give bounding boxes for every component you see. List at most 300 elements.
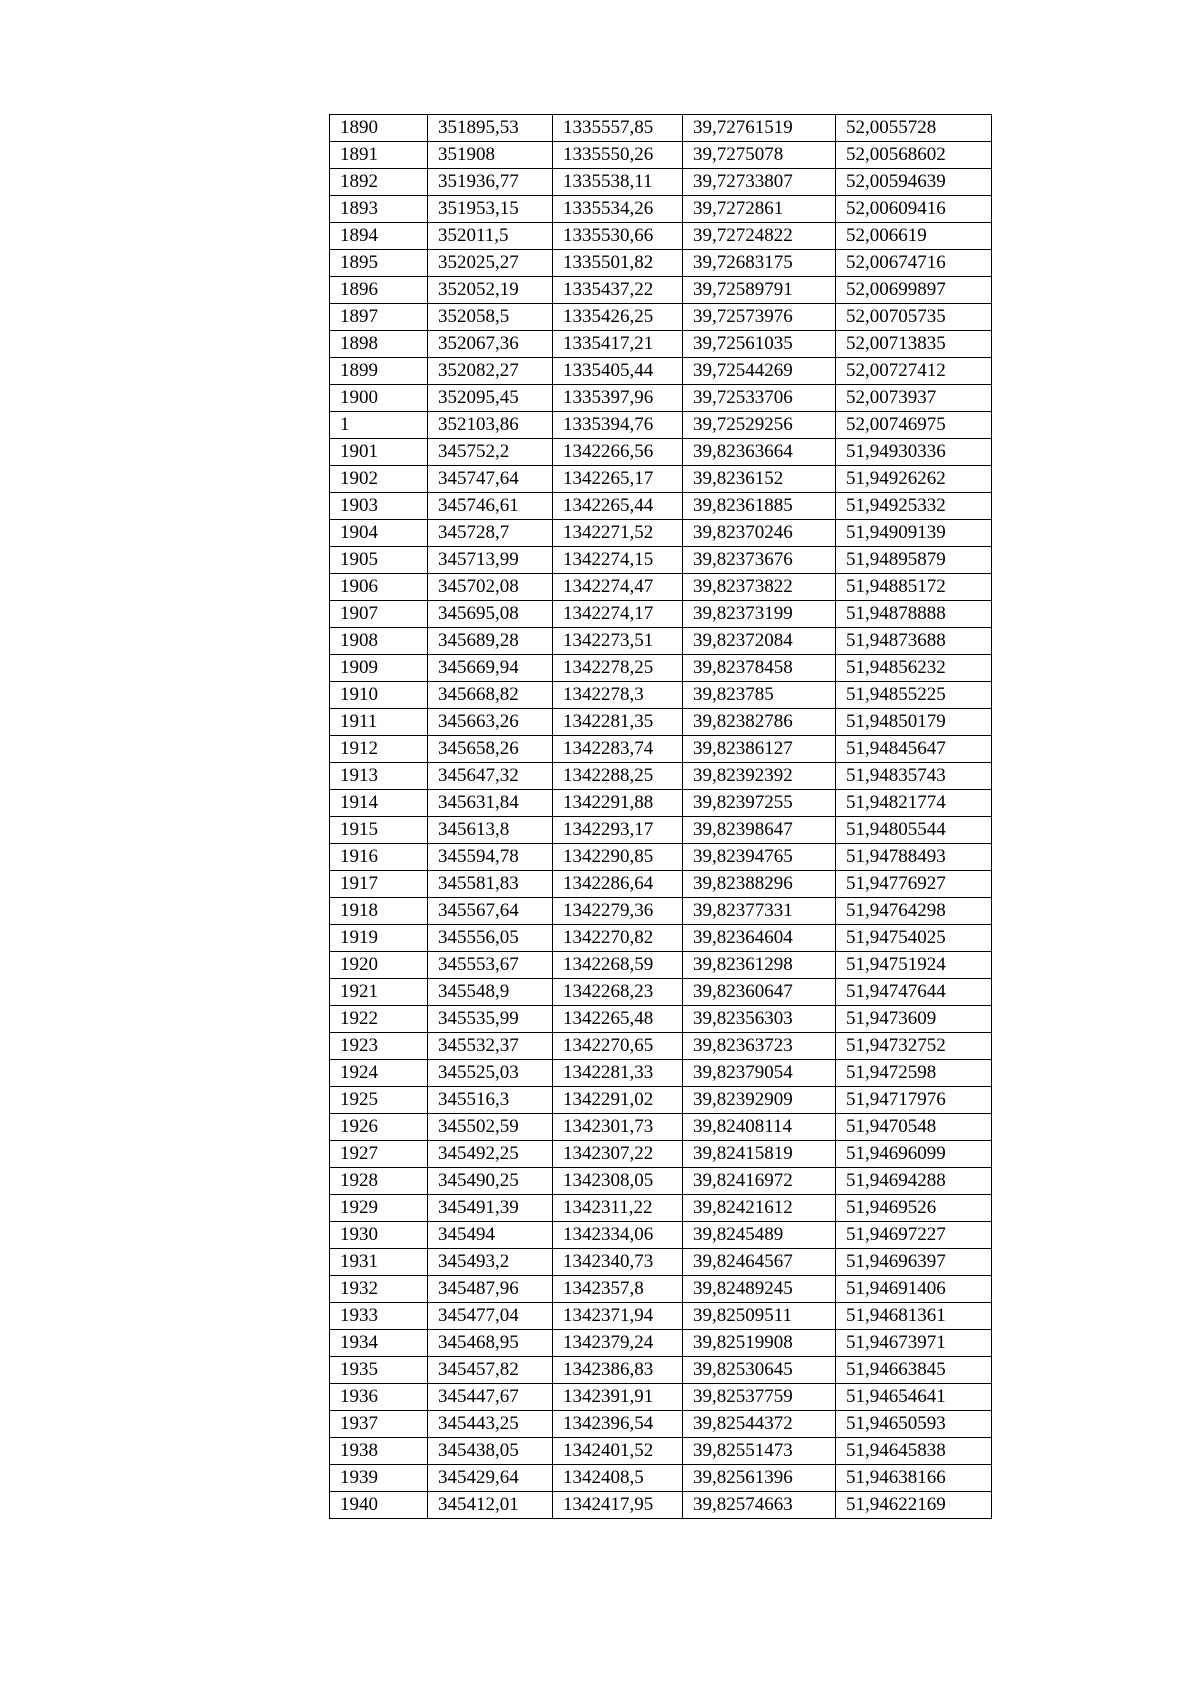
table-row bbox=[330, 1006, 992, 1033]
point-number-cell: 1910 bbox=[330, 682, 428, 709]
x-coordinate-cell: 352095,45 bbox=[428, 385, 553, 412]
point-number-cell: 1894 bbox=[330, 223, 428, 250]
latitude-cell: 52,00746975 bbox=[836, 412, 992, 439]
point-number-cell: 1912 bbox=[330, 736, 428, 763]
point-number-cell: 1929 bbox=[330, 1195, 428, 1222]
x-coordinate-cell: 345493,2 bbox=[428, 1249, 553, 1276]
longitude-cell: 39,72589791 bbox=[683, 277, 836, 304]
longitude-cell: 39,82370246 bbox=[683, 520, 836, 547]
latitude-cell: 51,9472598 bbox=[836, 1060, 992, 1087]
latitude-cell: 51,94909139 bbox=[836, 520, 992, 547]
point-number-cell: 1896 bbox=[330, 277, 428, 304]
table-row bbox=[330, 466, 992, 493]
y-coordinate-cell: 1342270,65 bbox=[553, 1033, 683, 1060]
table-row bbox=[330, 1114, 992, 1141]
y-coordinate-cell: 1342311,22 bbox=[553, 1195, 683, 1222]
latitude-cell: 51,94638166 bbox=[836, 1465, 992, 1492]
table-row bbox=[330, 790, 992, 817]
latitude-cell: 51,94754025 bbox=[836, 925, 992, 952]
x-coordinate-cell: 345548,9 bbox=[428, 979, 553, 1006]
point-number-cell: 1902 bbox=[330, 466, 428, 493]
y-coordinate-cell: 1342281,35 bbox=[553, 709, 683, 736]
x-coordinate-cell: 345553,67 bbox=[428, 952, 553, 979]
point-number-cell: 1935 bbox=[330, 1357, 428, 1384]
longitude-cell: 39,82382786 bbox=[683, 709, 836, 736]
x-coordinate-cell: 351936,77 bbox=[428, 169, 553, 196]
latitude-cell: 52,0055728 bbox=[836, 115, 992, 142]
point-number-cell: 1895 bbox=[330, 250, 428, 277]
latitude-cell: 51,94681361 bbox=[836, 1303, 992, 1330]
longitude-cell: 39,82394765 bbox=[683, 844, 836, 871]
latitude-cell: 51,94717976 bbox=[836, 1087, 992, 1114]
x-coordinate-cell: 345457,82 bbox=[428, 1357, 553, 1384]
latitude-cell: 52,006619 bbox=[836, 223, 992, 250]
table-row bbox=[330, 304, 992, 331]
x-coordinate-cell: 345487,96 bbox=[428, 1276, 553, 1303]
y-coordinate-cell: 1342274,47 bbox=[553, 574, 683, 601]
point-number-cell: 1933 bbox=[330, 1303, 428, 1330]
y-coordinate-cell: 1335426,25 bbox=[553, 304, 683, 331]
point-number-cell: 1897 bbox=[330, 304, 428, 331]
y-coordinate-cell: 1335394,76 bbox=[553, 412, 683, 439]
latitude-cell: 51,94764298 bbox=[836, 898, 992, 925]
table-row bbox=[330, 574, 992, 601]
table-row bbox=[330, 1438, 992, 1465]
longitude-cell: 39,82378458 bbox=[683, 655, 836, 682]
table-row bbox=[330, 1087, 992, 1114]
point-number-cell: 1915 bbox=[330, 817, 428, 844]
latitude-cell: 51,94926262 bbox=[836, 466, 992, 493]
latitude-cell: 51,94751924 bbox=[836, 952, 992, 979]
longitude-cell: 39,7272861 bbox=[683, 196, 836, 223]
latitude-cell: 51,94673971 bbox=[836, 1330, 992, 1357]
longitude-cell: 39,82408114 bbox=[683, 1114, 836, 1141]
y-coordinate-cell: 1342340,73 bbox=[553, 1249, 683, 1276]
table-row bbox=[330, 1141, 992, 1168]
point-number-cell: 1918 bbox=[330, 898, 428, 925]
table-row bbox=[330, 952, 992, 979]
x-coordinate-cell: 352058,5 bbox=[428, 304, 553, 331]
latitude-cell: 51,94650593 bbox=[836, 1411, 992, 1438]
x-coordinate-cell: 345491,39 bbox=[428, 1195, 553, 1222]
table-row bbox=[330, 1168, 992, 1195]
y-coordinate-cell: 1342307,22 bbox=[553, 1141, 683, 1168]
table-row bbox=[330, 277, 992, 304]
point-number-cell: 1892 bbox=[330, 169, 428, 196]
table-row bbox=[330, 412, 992, 439]
longitude-cell: 39,82544372 bbox=[683, 1411, 836, 1438]
table-row bbox=[330, 709, 992, 736]
x-coordinate-cell: 345447,67 bbox=[428, 1384, 553, 1411]
latitude-cell: 52,00609416 bbox=[836, 196, 992, 223]
y-coordinate-cell: 1342265,17 bbox=[553, 466, 683, 493]
table-row bbox=[330, 979, 992, 1006]
point-number-cell: 1893 bbox=[330, 196, 428, 223]
point-number-cell: 1937 bbox=[330, 1411, 428, 1438]
x-coordinate-cell: 345631,84 bbox=[428, 790, 553, 817]
longitude-cell: 39,82551473 bbox=[683, 1438, 836, 1465]
x-coordinate-cell: 352011,5 bbox=[428, 223, 553, 250]
point-number-cell: 1927 bbox=[330, 1141, 428, 1168]
latitude-cell: 51,94654641 bbox=[836, 1384, 992, 1411]
longitude-cell: 39,82537759 bbox=[683, 1384, 836, 1411]
longitude-cell: 39,72733807 bbox=[683, 169, 836, 196]
latitude-cell: 52,00568602 bbox=[836, 142, 992, 169]
latitude-cell: 52,00705735 bbox=[836, 304, 992, 331]
y-coordinate-cell: 1342278,25 bbox=[553, 655, 683, 682]
point-number-cell: 1914 bbox=[330, 790, 428, 817]
x-coordinate-cell: 345468,95 bbox=[428, 1330, 553, 1357]
point-number-cell: 1919 bbox=[330, 925, 428, 952]
longitude-cell: 39,823785 bbox=[683, 682, 836, 709]
table-row bbox=[330, 439, 992, 466]
longitude-cell: 39,82561396 bbox=[683, 1465, 836, 1492]
y-coordinate-cell: 1342271,52 bbox=[553, 520, 683, 547]
longitude-cell: 39,82397255 bbox=[683, 790, 836, 817]
latitude-cell: 52,00713835 bbox=[836, 331, 992, 358]
point-number-cell: 1913 bbox=[330, 763, 428, 790]
latitude-cell: 51,9473609 bbox=[836, 1006, 992, 1033]
y-coordinate-cell: 1342401,52 bbox=[553, 1438, 683, 1465]
point-number-cell: 1916 bbox=[330, 844, 428, 871]
table-row bbox=[330, 1249, 992, 1276]
table-row bbox=[330, 196, 992, 223]
x-coordinate-cell: 352103,86 bbox=[428, 412, 553, 439]
table-row bbox=[330, 736, 992, 763]
longitude-cell: 39,72683175 bbox=[683, 250, 836, 277]
x-coordinate-cell: 345702,08 bbox=[428, 574, 553, 601]
point-number-cell: 1922 bbox=[330, 1006, 428, 1033]
x-coordinate-cell: 345429,64 bbox=[428, 1465, 553, 1492]
y-coordinate-cell: 1342334,06 bbox=[553, 1222, 683, 1249]
y-coordinate-cell: 1342417,95 bbox=[553, 1492, 683, 1519]
table-row bbox=[330, 1357, 992, 1384]
point-number-cell: 1898 bbox=[330, 331, 428, 358]
longitude-cell: 39,82574663 bbox=[683, 1492, 836, 1519]
x-coordinate-cell: 345728,7 bbox=[428, 520, 553, 547]
point-number-cell: 1904 bbox=[330, 520, 428, 547]
y-coordinate-cell: 1335550,26 bbox=[553, 142, 683, 169]
x-coordinate-cell: 345516,3 bbox=[428, 1087, 553, 1114]
point-number-cell: 1899 bbox=[330, 358, 428, 385]
latitude-cell: 51,94805544 bbox=[836, 817, 992, 844]
y-coordinate-cell: 1342265,48 bbox=[553, 1006, 683, 1033]
table-row bbox=[330, 1330, 992, 1357]
x-coordinate-cell: 345647,32 bbox=[428, 763, 553, 790]
longitude-cell: 39,82356303 bbox=[683, 1006, 836, 1033]
x-coordinate-cell: 345490,25 bbox=[428, 1168, 553, 1195]
latitude-cell: 51,94930336 bbox=[836, 439, 992, 466]
longitude-cell: 39,82361298 bbox=[683, 952, 836, 979]
y-coordinate-cell: 1342408,5 bbox=[553, 1465, 683, 1492]
y-coordinate-cell: 1335534,26 bbox=[553, 196, 683, 223]
y-coordinate-cell: 1342270,82 bbox=[553, 925, 683, 952]
point-number-cell: 1926 bbox=[330, 1114, 428, 1141]
longitude-cell: 39,82489245 bbox=[683, 1276, 836, 1303]
longitude-cell: 39,82421612 bbox=[683, 1195, 836, 1222]
point-number-cell: 1921 bbox=[330, 979, 428, 1006]
latitude-cell: 51,94645838 bbox=[836, 1438, 992, 1465]
y-coordinate-cell: 1342396,54 bbox=[553, 1411, 683, 1438]
x-coordinate-cell: 345689,28 bbox=[428, 628, 553, 655]
longitude-cell: 39,82519908 bbox=[683, 1330, 836, 1357]
latitude-cell: 51,94855225 bbox=[836, 682, 992, 709]
point-number-cell: 1924 bbox=[330, 1060, 428, 1087]
latitude-cell: 52,0073937 bbox=[836, 385, 992, 412]
table-row bbox=[330, 871, 992, 898]
x-coordinate-cell: 345594,78 bbox=[428, 844, 553, 871]
table-row bbox=[330, 142, 992, 169]
longitude-cell: 39,8245489 bbox=[683, 1222, 836, 1249]
point-number-cell: 1936 bbox=[330, 1384, 428, 1411]
point-number-cell: 1917 bbox=[330, 871, 428, 898]
point-number-cell: 1890 bbox=[330, 115, 428, 142]
longitude-cell: 39,72533706 bbox=[683, 385, 836, 412]
latitude-cell: 51,94885172 bbox=[836, 574, 992, 601]
x-coordinate-cell: 345525,03 bbox=[428, 1060, 553, 1087]
point-number-cell: 1931 bbox=[330, 1249, 428, 1276]
table-row bbox=[330, 250, 992, 277]
latitude-cell: 51,94622169 bbox=[836, 1492, 992, 1519]
y-coordinate-cell: 1342268,23 bbox=[553, 979, 683, 1006]
table-row bbox=[330, 331, 992, 358]
y-coordinate-cell: 1342268,59 bbox=[553, 952, 683, 979]
y-coordinate-cell: 1335417,21 bbox=[553, 331, 683, 358]
latitude-cell: 51,94776927 bbox=[836, 871, 992, 898]
x-coordinate-cell: 345669,94 bbox=[428, 655, 553, 682]
longitude-cell: 39,82373676 bbox=[683, 547, 836, 574]
longitude-cell: 39,72544269 bbox=[683, 358, 836, 385]
y-coordinate-cell: 1342386,83 bbox=[553, 1357, 683, 1384]
longitude-cell: 39,82388296 bbox=[683, 871, 836, 898]
y-coordinate-cell: 1335557,85 bbox=[553, 115, 683, 142]
latitude-cell: 51,94895879 bbox=[836, 547, 992, 574]
longitude-cell: 39,82398647 bbox=[683, 817, 836, 844]
table-row bbox=[330, 115, 992, 142]
longitude-cell: 39,72724822 bbox=[683, 223, 836, 250]
table-row bbox=[330, 655, 992, 682]
latitude-cell: 51,94850179 bbox=[836, 709, 992, 736]
latitude-cell: 51,94788493 bbox=[836, 844, 992, 871]
table-row bbox=[330, 358, 992, 385]
y-coordinate-cell: 1342291,88 bbox=[553, 790, 683, 817]
x-coordinate-cell: 345494 bbox=[428, 1222, 553, 1249]
longitude-cell: 39,82415819 bbox=[683, 1141, 836, 1168]
longitude-cell: 39,7275078 bbox=[683, 142, 836, 169]
point-number-cell: 1 bbox=[330, 412, 428, 439]
latitude-cell: 51,94697227 bbox=[836, 1222, 992, 1249]
y-coordinate-cell: 1342308,05 bbox=[553, 1168, 683, 1195]
table-row bbox=[330, 1276, 992, 1303]
y-coordinate-cell: 1342286,64 bbox=[553, 871, 683, 898]
x-coordinate-cell: 352025,27 bbox=[428, 250, 553, 277]
y-coordinate-cell: 1342265,44 bbox=[553, 493, 683, 520]
point-number-cell: 1911 bbox=[330, 709, 428, 736]
longitude-cell: 39,72561035 bbox=[683, 331, 836, 358]
y-coordinate-cell: 1342379,24 bbox=[553, 1330, 683, 1357]
table-row bbox=[330, 925, 992, 952]
longitude-cell: 39,82373822 bbox=[683, 574, 836, 601]
latitude-cell: 51,94835743 bbox=[836, 763, 992, 790]
x-coordinate-cell: 345492,25 bbox=[428, 1141, 553, 1168]
point-number-cell: 1925 bbox=[330, 1087, 428, 1114]
point-number-cell: 1938 bbox=[330, 1438, 428, 1465]
y-coordinate-cell: 1335405,44 bbox=[553, 358, 683, 385]
point-number-cell: 1891 bbox=[330, 142, 428, 169]
latitude-cell: 51,94696099 bbox=[836, 1141, 992, 1168]
x-coordinate-cell: 345443,25 bbox=[428, 1411, 553, 1438]
x-coordinate-cell: 345695,08 bbox=[428, 601, 553, 628]
longitude-cell: 39,82377331 bbox=[683, 898, 836, 925]
latitude-cell: 51,94856232 bbox=[836, 655, 992, 682]
y-coordinate-cell: 1335397,96 bbox=[553, 385, 683, 412]
point-number-cell: 1934 bbox=[330, 1330, 428, 1357]
table-row bbox=[330, 169, 992, 196]
latitude-cell: 51,94732752 bbox=[836, 1033, 992, 1060]
y-coordinate-cell: 1335437,22 bbox=[553, 277, 683, 304]
y-coordinate-cell: 1342290,85 bbox=[553, 844, 683, 871]
latitude-cell: 51,94696397 bbox=[836, 1249, 992, 1276]
table-row bbox=[330, 1384, 992, 1411]
latitude-cell: 51,94878888 bbox=[836, 601, 992, 628]
x-coordinate-cell: 345746,61 bbox=[428, 493, 553, 520]
point-number-cell: 1900 bbox=[330, 385, 428, 412]
table-row bbox=[330, 1222, 992, 1249]
latitude-cell: 51,9470548 bbox=[836, 1114, 992, 1141]
coordinates-table-body bbox=[330, 115, 992, 1519]
point-number-cell: 1940 bbox=[330, 1492, 428, 1519]
x-coordinate-cell: 345535,99 bbox=[428, 1006, 553, 1033]
table-row bbox=[330, 493, 992, 520]
longitude-cell: 39,82416972 bbox=[683, 1168, 836, 1195]
table-row bbox=[330, 1411, 992, 1438]
y-coordinate-cell: 1342301,73 bbox=[553, 1114, 683, 1141]
x-coordinate-cell: 345713,99 bbox=[428, 547, 553, 574]
table-row bbox=[330, 763, 992, 790]
latitude-cell: 52,00594639 bbox=[836, 169, 992, 196]
table-row bbox=[330, 520, 992, 547]
y-coordinate-cell: 1342283,74 bbox=[553, 736, 683, 763]
longitude-cell: 39,82392392 bbox=[683, 763, 836, 790]
x-coordinate-cell: 345477,04 bbox=[428, 1303, 553, 1330]
latitude-cell: 51,94821774 bbox=[836, 790, 992, 817]
longitude-cell: 39,8236152 bbox=[683, 466, 836, 493]
table-row bbox=[330, 1303, 992, 1330]
point-number-cell: 1908 bbox=[330, 628, 428, 655]
longitude-cell: 39,82363723 bbox=[683, 1033, 836, 1060]
table-row bbox=[330, 547, 992, 574]
point-number-cell: 1905 bbox=[330, 547, 428, 574]
x-coordinate-cell: 345747,64 bbox=[428, 466, 553, 493]
y-coordinate-cell: 1342357,8 bbox=[553, 1276, 683, 1303]
x-coordinate-cell: 345556,05 bbox=[428, 925, 553, 952]
point-number-cell: 1909 bbox=[330, 655, 428, 682]
x-coordinate-cell: 345567,64 bbox=[428, 898, 553, 925]
y-coordinate-cell: 1342291,02 bbox=[553, 1087, 683, 1114]
x-coordinate-cell: 345668,82 bbox=[428, 682, 553, 709]
longitude-cell: 39,82360647 bbox=[683, 979, 836, 1006]
point-number-cell: 1939 bbox=[330, 1465, 428, 1492]
x-coordinate-cell: 345658,26 bbox=[428, 736, 553, 763]
longitude-cell: 39,82530645 bbox=[683, 1357, 836, 1384]
x-coordinate-cell: 352052,19 bbox=[428, 277, 553, 304]
longitude-cell: 39,82464567 bbox=[683, 1249, 836, 1276]
latitude-cell: 52,00727412 bbox=[836, 358, 992, 385]
longitude-cell: 39,82363664 bbox=[683, 439, 836, 466]
latitude-cell: 51,94694288 bbox=[836, 1168, 992, 1195]
latitude-cell: 51,94663845 bbox=[836, 1357, 992, 1384]
y-coordinate-cell: 1342288,25 bbox=[553, 763, 683, 790]
latitude-cell: 51,94845647 bbox=[836, 736, 992, 763]
y-coordinate-cell: 1342273,51 bbox=[553, 628, 683, 655]
table-row bbox=[330, 1492, 992, 1519]
longitude-cell: 39,72573976 bbox=[683, 304, 836, 331]
x-coordinate-cell: 351953,15 bbox=[428, 196, 553, 223]
latitude-cell: 52,00699897 bbox=[836, 277, 992, 304]
y-coordinate-cell: 1342391,91 bbox=[553, 1384, 683, 1411]
y-coordinate-cell: 1335538,11 bbox=[553, 169, 683, 196]
table-row bbox=[330, 628, 992, 655]
point-number-cell: 1901 bbox=[330, 439, 428, 466]
point-number-cell: 1907 bbox=[330, 601, 428, 628]
longitude-cell: 39,82392909 bbox=[683, 1087, 836, 1114]
point-number-cell: 1932 bbox=[330, 1276, 428, 1303]
table-row bbox=[330, 1195, 992, 1222]
table-row bbox=[330, 817, 992, 844]
point-number-cell: 1928 bbox=[330, 1168, 428, 1195]
y-coordinate-cell: 1342274,15 bbox=[553, 547, 683, 574]
table-row bbox=[330, 1465, 992, 1492]
x-coordinate-cell: 345532,37 bbox=[428, 1033, 553, 1060]
x-coordinate-cell: 352082,27 bbox=[428, 358, 553, 385]
longitude-cell: 39,72529256 bbox=[683, 412, 836, 439]
longitude-cell: 39,82509511 bbox=[683, 1303, 836, 1330]
y-coordinate-cell: 1342293,17 bbox=[553, 817, 683, 844]
table-row bbox=[330, 844, 992, 871]
table-row bbox=[330, 385, 992, 412]
x-coordinate-cell: 345581,83 bbox=[428, 871, 553, 898]
table-row bbox=[330, 223, 992, 250]
latitude-cell: 51,94691406 bbox=[836, 1276, 992, 1303]
latitude-cell: 51,94873688 bbox=[836, 628, 992, 655]
point-number-cell: 1920 bbox=[330, 952, 428, 979]
longitude-cell: 39,82373199 bbox=[683, 601, 836, 628]
latitude-cell: 52,00674716 bbox=[836, 250, 992, 277]
latitude-cell: 51,94925332 bbox=[836, 493, 992, 520]
coordinates-table bbox=[329, 114, 992, 1519]
longitude-cell: 39,82372084 bbox=[683, 628, 836, 655]
latitude-cell: 51,9469526 bbox=[836, 1195, 992, 1222]
y-coordinate-cell: 1335501,82 bbox=[553, 250, 683, 277]
x-coordinate-cell: 345438,05 bbox=[428, 1438, 553, 1465]
point-number-cell: 1923 bbox=[330, 1033, 428, 1060]
longitude-cell: 39,82379054 bbox=[683, 1060, 836, 1087]
y-coordinate-cell: 1342274,17 bbox=[553, 601, 683, 628]
point-number-cell: 1930 bbox=[330, 1222, 428, 1249]
table-row bbox=[330, 1060, 992, 1087]
longitude-cell: 39,82386127 bbox=[683, 736, 836, 763]
y-coordinate-cell: 1335530,66 bbox=[553, 223, 683, 250]
table-row bbox=[330, 682, 992, 709]
y-coordinate-cell: 1342266,56 bbox=[553, 439, 683, 466]
point-number-cell: 1903 bbox=[330, 493, 428, 520]
y-coordinate-cell: 1342279,36 bbox=[553, 898, 683, 925]
table-row bbox=[330, 601, 992, 628]
x-coordinate-cell: 345613,8 bbox=[428, 817, 553, 844]
x-coordinate-cell: 352067,36 bbox=[428, 331, 553, 358]
x-coordinate-cell: 351895,53 bbox=[428, 115, 553, 142]
table-row bbox=[330, 898, 992, 925]
